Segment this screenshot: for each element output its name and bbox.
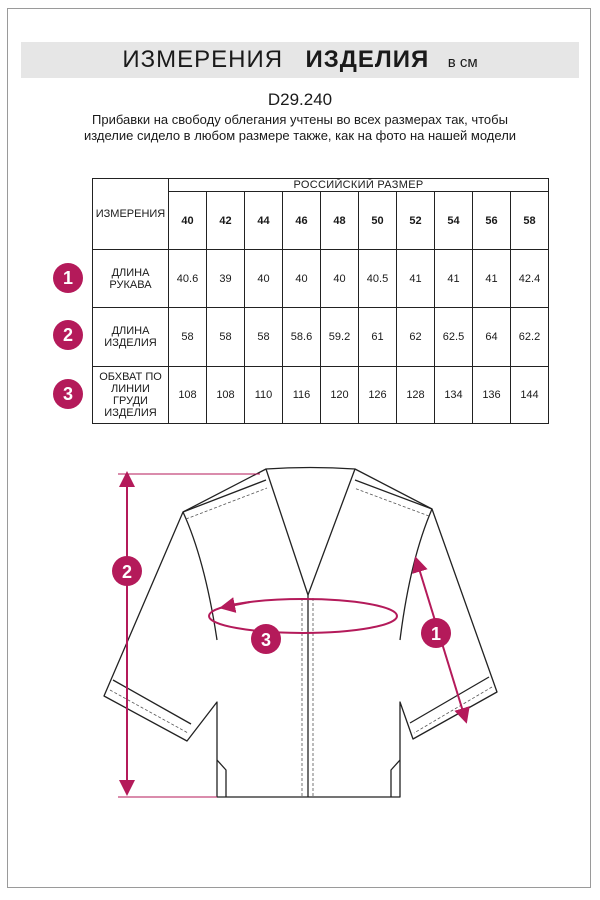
size-cell: 58 bbox=[511, 192, 549, 250]
table-cell: 41 bbox=[473, 250, 511, 308]
shirt-neckline bbox=[266, 469, 355, 595]
title-unit: в см bbox=[447, 54, 478, 71]
table-cell: 40.6 bbox=[169, 250, 207, 308]
table-cell: 42.4 bbox=[511, 250, 549, 308]
table-row bbox=[93, 367, 549, 424]
right-armhole-seam bbox=[400, 509, 432, 640]
table-cell: 62.5 bbox=[435, 308, 473, 367]
size-cell: 52 bbox=[397, 192, 435, 250]
right-slit bbox=[391, 760, 400, 797]
size-table bbox=[92, 178, 549, 424]
row-label: ДЛИНА ИЗДЕЛИЯ bbox=[93, 308, 169, 367]
table-row bbox=[93, 308, 549, 367]
row-label: ДЛИНА РУКАВА bbox=[93, 250, 169, 308]
diagram-marker-1-text: 1 bbox=[430, 624, 442, 644]
size-cell: 40 bbox=[169, 192, 207, 250]
russian-size-header: РОССИЙСКИЙ РАЗМЕР bbox=[169, 179, 549, 192]
table-cell: 62.2 bbox=[511, 308, 549, 367]
table-cell: 58 bbox=[169, 308, 207, 367]
title-bar bbox=[21, 42, 579, 78]
table-cell: 40 bbox=[321, 250, 359, 308]
diagram-marker-3-text: 3 bbox=[260, 630, 272, 650]
size-cell: 54 bbox=[435, 192, 473, 250]
size-cell: 50 bbox=[359, 192, 397, 250]
table-cell: 62 bbox=[397, 308, 435, 367]
table-cell: 41 bbox=[397, 250, 435, 308]
size-cell: 56 bbox=[473, 192, 511, 250]
table-cell: 116 bbox=[283, 367, 321, 424]
left-yoke-seam bbox=[183, 480, 266, 512]
chest-arrow bbox=[225, 602, 250, 607]
row-marker-1: 1 bbox=[53, 263, 83, 293]
table-cell: 110 bbox=[245, 367, 283, 424]
table-row bbox=[93, 250, 549, 308]
size-cell: 48 bbox=[321, 192, 359, 250]
table-cell: 108 bbox=[207, 367, 245, 424]
table-cell: 64 bbox=[473, 308, 511, 367]
diagram-marker-2 bbox=[112, 556, 142, 586]
row-marker-2: 2 bbox=[53, 320, 83, 350]
table-cell: 61 bbox=[359, 308, 397, 367]
diagram-marker-1 bbox=[421, 618, 451, 648]
size-cell: 46 bbox=[283, 192, 321, 250]
row-marker-3: 3 bbox=[53, 379, 83, 409]
row-label: ОБХВАТ ПО ЛИНИИ ГРУДИ ИЗДЕЛИЯ bbox=[93, 367, 169, 424]
table-cell: 41 bbox=[435, 250, 473, 308]
table-cell: 58.6 bbox=[283, 308, 321, 367]
title-bold: ИЗДЕЛИЯ bbox=[305, 46, 430, 73]
table-cell: 58 bbox=[207, 308, 245, 367]
diagram-marker-2-text: 2 bbox=[121, 562, 133, 582]
article-code: D29.240 bbox=[267, 90, 333, 109]
garment-diagram bbox=[0, 450, 600, 810]
table-cell: 40 bbox=[245, 250, 283, 308]
table-cell: 128 bbox=[397, 367, 435, 424]
table-cell: 108 bbox=[169, 367, 207, 424]
table-cell: 39 bbox=[207, 250, 245, 308]
fit-note: Прибавки на свободу облегания учтены во всех размерах так, чтобы изделие сидело в любом размере также, как на фото на нашей модели bbox=[83, 112, 517, 143]
table-cell: 59.2 bbox=[321, 308, 359, 367]
table-cell: 40 bbox=[283, 250, 321, 308]
left-cuff bbox=[113, 680, 191, 724]
title-light: ИЗМЕРЕНИЯ bbox=[122, 46, 284, 73]
right-cuff bbox=[410, 677, 489, 723]
measurements-header: ИЗМЕРЕНИЯ bbox=[93, 179, 169, 250]
table-cell: 120 bbox=[321, 367, 359, 424]
table-cell: 134 bbox=[435, 367, 473, 424]
table-cell: 144 bbox=[511, 367, 549, 424]
table-cell: 40.5 bbox=[359, 250, 397, 308]
size-cell: 44 bbox=[245, 192, 283, 250]
table-cell: 126 bbox=[359, 367, 397, 424]
table-cell: 136 bbox=[473, 367, 511, 424]
diagram-marker-3 bbox=[251, 624, 281, 654]
table-cell: 58 bbox=[245, 308, 283, 367]
size-cell: 42 bbox=[207, 192, 245, 250]
left-slit bbox=[217, 760, 226, 797]
right-yoke-seam bbox=[355, 480, 432, 509]
